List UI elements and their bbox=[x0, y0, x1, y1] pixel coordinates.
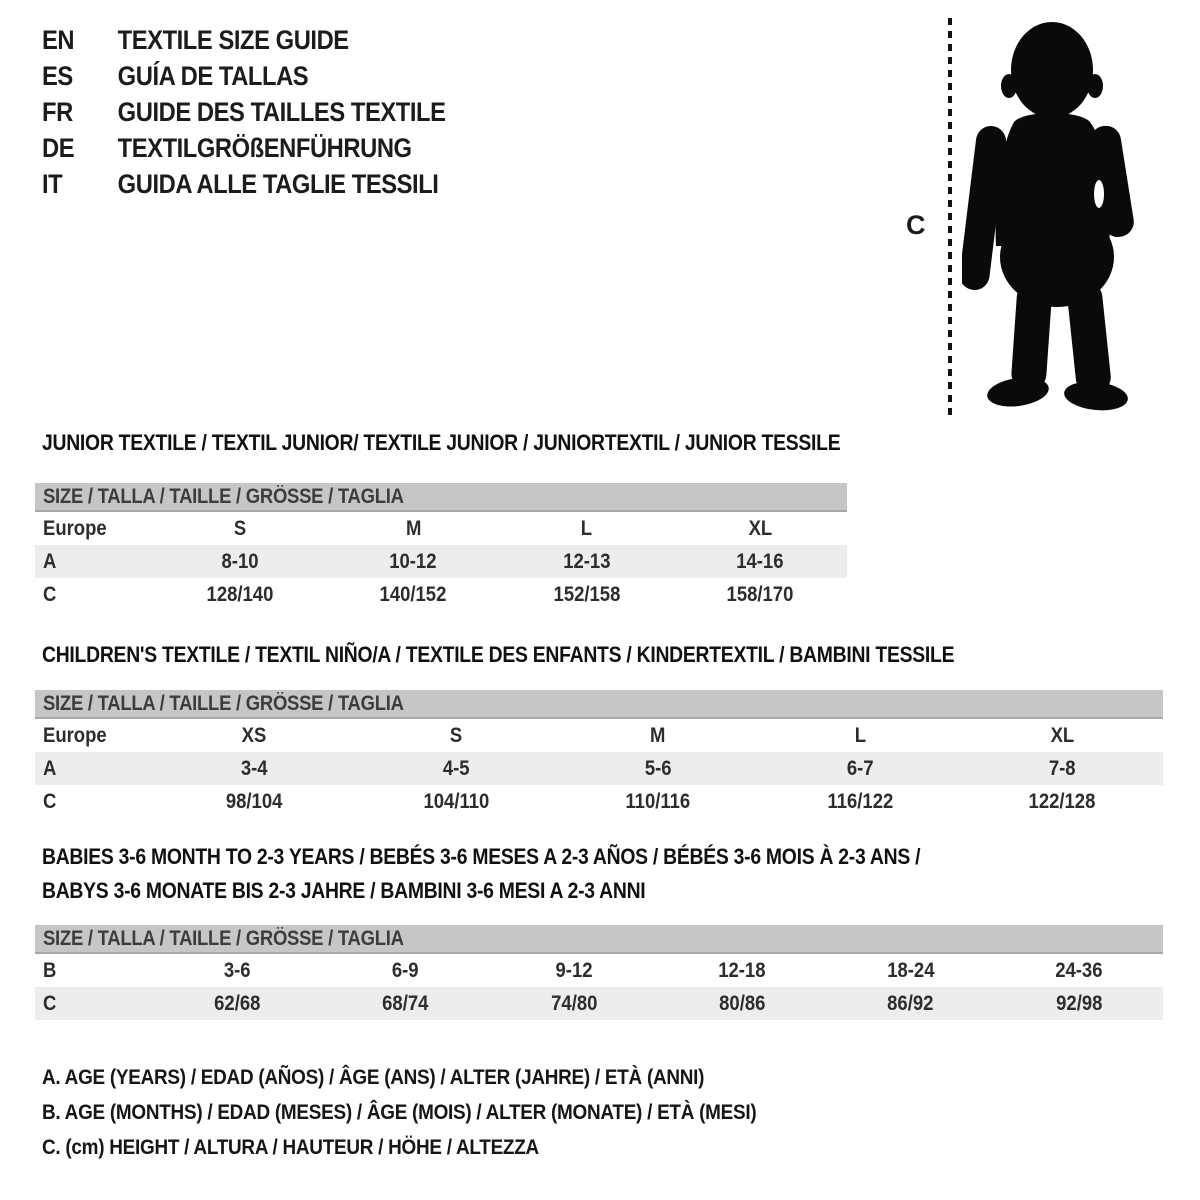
size-cell: M bbox=[405, 516, 421, 540]
age-cell: 5-6 bbox=[644, 756, 672, 780]
baby-silhouette-icon bbox=[962, 14, 1142, 418]
size-cell: XS bbox=[241, 723, 267, 747]
size-cell: L bbox=[854, 723, 866, 747]
legend-line-a: A. AGE (YEARS) / EDAD (AÑOS) / ÂGE (ANS) / ALTER (JAHRE) / ETÀ (ANNI) bbox=[42, 1065, 705, 1089]
guide-title-fr: GUIDE DES TAILLES TEXTILE bbox=[117, 96, 446, 127]
children-section-heading: CHILDREN'S TEXTILE / TEXTIL NIÑO/A / TEXTILE DES ENFANTS / KINDERTEXTIL / BAMBINI TESSILE bbox=[42, 642, 955, 667]
height-cell: 152/158 bbox=[553, 582, 621, 606]
height-cell: 104/110 bbox=[423, 789, 489, 813]
legend-line-c: C. (cm) HEIGHT / ALTURA / HAUTEUR / HÖHE / ALTEZZA bbox=[42, 1135, 539, 1159]
months-cell: 9-12 bbox=[555, 958, 593, 982]
height-cell: 62/68 bbox=[214, 991, 261, 1015]
table-row-height bbox=[35, 785, 1163, 818]
height-cell: 98/104 bbox=[225, 789, 283, 813]
children-size-table bbox=[35, 690, 1163, 818]
months-cell: 6-9 bbox=[392, 958, 419, 982]
row-label: C bbox=[43, 789, 57, 813]
table-row-age bbox=[35, 752, 1163, 785]
guide-title-it: GUIDA ALLE TAGLIE TESSILI bbox=[117, 168, 439, 199]
guide-title-es: GUÍA DE TALLAS bbox=[117, 60, 309, 91]
language-code: FR bbox=[42, 96, 73, 127]
size-cell: S bbox=[449, 723, 463, 747]
row-label: A bbox=[43, 756, 57, 780]
height-measure-dashed-line bbox=[948, 18, 952, 416]
age-cell: 12-13 bbox=[563, 549, 611, 573]
language-row-it bbox=[42, 166, 446, 202]
babies-section-heading: BABIES 3-6 MONTH TO 2-3 YEARS / BEBÉS 3-6 MESES A 2-3 AÑOS / BÉBÉS 3-6 MOIS À 2-3 ANS / BABYS 3-6 MONATE BIS 2-3 JAHRE / BAMBINI 3-6 MESI A 2-3 ANNI bbox=[42, 844, 921, 903]
language-code: EN bbox=[42, 24, 75, 55]
months-cell: 24-36 bbox=[1055, 958, 1103, 982]
table-row-months bbox=[35, 954, 1163, 987]
age-cell: 3-4 bbox=[240, 756, 268, 780]
table-row-height bbox=[35, 987, 1163, 1020]
guide-title-de: TEXTILGRÖßENFÜHRUNG bbox=[117, 132, 412, 163]
height-cell: 158/170 bbox=[726, 582, 794, 606]
guide-title-en: TEXTILE SIZE GUIDE bbox=[117, 24, 349, 55]
age-cell: 7-8 bbox=[1048, 756, 1076, 780]
age-cell: 4-5 bbox=[442, 756, 470, 780]
row-label: Europe bbox=[43, 723, 107, 747]
row-label: C bbox=[43, 582, 57, 606]
legend bbox=[42, 1060, 854, 1165]
language-row-es bbox=[42, 58, 446, 94]
table-row-height bbox=[35, 578, 847, 611]
row-label: Europe bbox=[43, 516, 107, 540]
height-cell: 116/122 bbox=[827, 789, 893, 813]
legend-line-b: B. AGE (MONTHS) / EDAD (MESES) / ÂGE (MOIS) / ALTER (MONATE) / ETÀ (MESI) bbox=[42, 1100, 757, 1124]
height-cell: 74/80 bbox=[550, 991, 597, 1015]
size-cell: S bbox=[233, 516, 246, 540]
measure-label-c: C bbox=[906, 210, 926, 240]
table-row-age bbox=[35, 545, 847, 578]
height-cell: 122/128 bbox=[1028, 789, 1096, 813]
age-cell: 10-12 bbox=[389, 549, 437, 573]
row-label: A bbox=[43, 549, 57, 573]
age-cell: 14-16 bbox=[736, 549, 784, 573]
age-cell: 6-7 bbox=[846, 756, 874, 780]
language-row-fr bbox=[42, 94, 446, 130]
months-cell: 18-24 bbox=[886, 958, 935, 982]
size-cell: XL bbox=[748, 516, 773, 540]
junior-section-heading: JUNIOR TEXTILE / TEXTIL JUNIOR/ TEXTILE JUNIOR / JUNIORTEXTIL / JUNIOR TESSILE bbox=[42, 430, 841, 455]
language-code: ES bbox=[42, 60, 73, 91]
row-label: C bbox=[43, 991, 57, 1015]
size-table-header: SIZE / TALLA / TAILLE / GRÖSSE / TAGLIA bbox=[35, 483, 847, 512]
height-cell: 80/86 bbox=[719, 991, 766, 1015]
row-label: B bbox=[43, 958, 57, 982]
height-cell: 128/140 bbox=[206, 582, 274, 606]
language-code: IT bbox=[42, 168, 63, 199]
size-table-header: SIZE / TALLA / TAILLE / GRÖSSE / TAGLIA bbox=[35, 925, 1163, 954]
months-cell: 3-6 bbox=[223, 958, 251, 982]
junior-size-table bbox=[35, 483, 847, 611]
size-table-header: SIZE / TALLA / TAILLE / GRÖSSE / TAGLIA bbox=[35, 690, 1163, 719]
language-row-en bbox=[42, 22, 446, 58]
size-cell: M bbox=[650, 723, 666, 747]
language-code: DE bbox=[42, 132, 75, 163]
size-cell: XL bbox=[1050, 723, 1074, 747]
size-cell: L bbox=[581, 516, 593, 540]
height-cell: 68/74 bbox=[382, 991, 429, 1015]
height-cell: 86/92 bbox=[887, 991, 934, 1015]
height-cell: 140/152 bbox=[379, 582, 447, 606]
months-cell: 12-18 bbox=[718, 958, 766, 982]
age-cell: 8-10 bbox=[221, 549, 259, 573]
height-cell: 92/98 bbox=[1055, 991, 1102, 1015]
table-row-europe bbox=[35, 512, 847, 545]
language-row-de bbox=[42, 130, 446, 166]
table-row-europe bbox=[35, 719, 1163, 752]
language-list bbox=[42, 22, 501, 202]
babies-size-table bbox=[35, 925, 1163, 1020]
height-cell: 110/116 bbox=[625, 789, 691, 813]
